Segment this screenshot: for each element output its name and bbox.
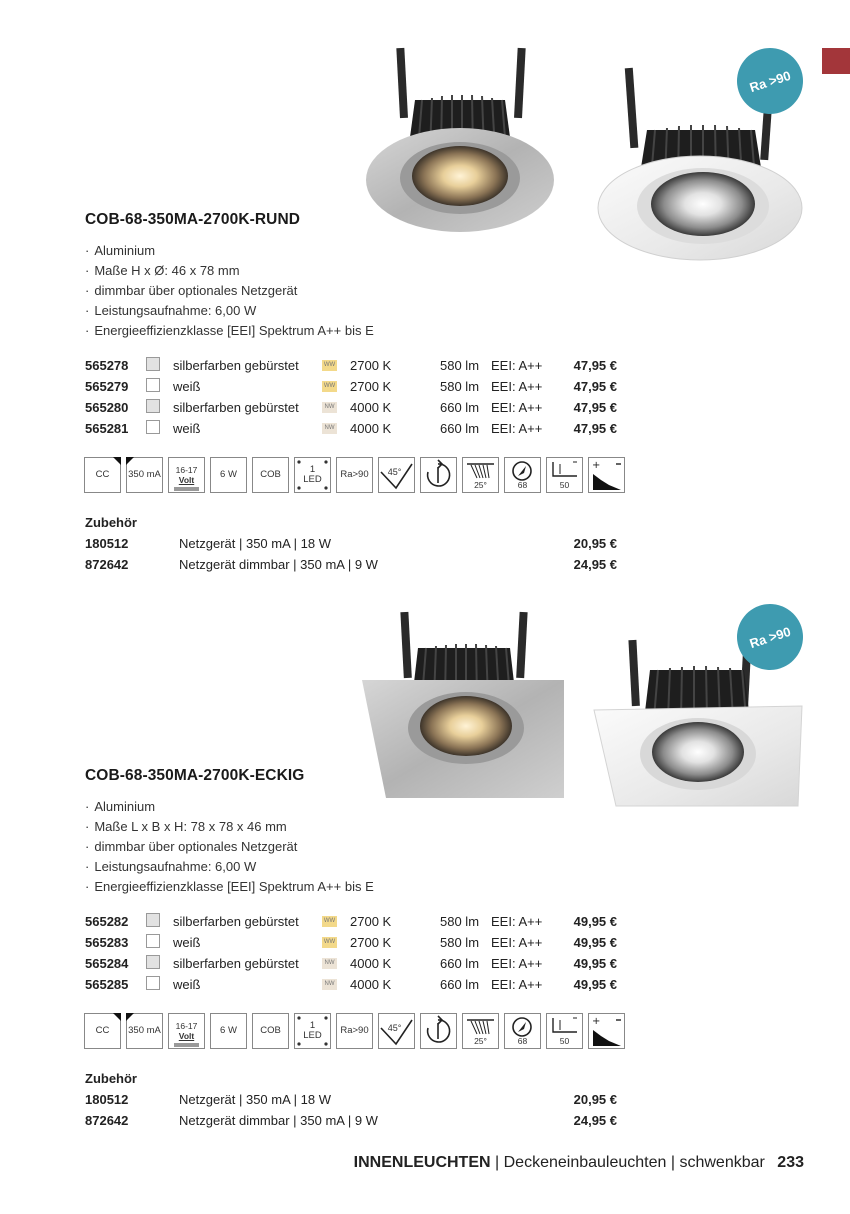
- variant-row: [85, 932, 617, 953]
- color-temperature: 4000 K: [350, 956, 392, 971]
- tilt-angle-icon: 45°: [378, 1013, 415, 1049]
- color-name: weiß: [173, 935, 201, 950]
- accessory-row: [85, 534, 617, 555]
- color-temperature: 4000 K: [350, 400, 392, 415]
- color-temperature: 2700 K: [350, 914, 392, 929]
- lumen: 660 lm: [440, 400, 480, 415]
- color-name: silberfarben gebürstet: [173, 400, 299, 415]
- footer-category: INNENLEUCHTEN: [353, 1154, 491, 1171]
- ip-rating-icon: 68: [504, 457, 541, 493]
- accessories-heading: Zubehör: [85, 515, 137, 530]
- accessory-price: 20,95 €: [573, 1092, 617, 1107]
- beam-angle-icon: 25°: [462, 457, 499, 493]
- chapter-tab-marker: [822, 48, 850, 74]
- energy-class: EEI: A++: [491, 421, 543, 436]
- article-number: 565283: [85, 935, 129, 950]
- variant-row: [85, 953, 617, 974]
- energy-class: EEI: A++: [491, 956, 543, 971]
- cct-icon: NW: [322, 402, 337, 413]
- price: 47,95 €: [573, 421, 617, 436]
- energy-class: EEI: A++: [491, 977, 543, 992]
- feature-item: · Aluminium: [85, 241, 374, 261]
- footer-subcategory: Deckeneinbauleuchten: [503, 1154, 667, 1171]
- accessory-article: 872642: [85, 1113, 129, 1128]
- energy-class: EEI: A++: [491, 379, 543, 394]
- voltage-icon: 16-17 Volt: [168, 457, 205, 493]
- feature-item: · Maße H x Ø: 46 x 78 mm: [85, 261, 374, 281]
- ra-badge: Ra >90: [728, 595, 811, 678]
- color-temperature: 4000 K: [350, 421, 392, 436]
- tilt-angle-icon: 45°: [378, 457, 415, 493]
- led-count-icon: 1 LED: [294, 1013, 331, 1049]
- product-photo-round-silver: [360, 40, 560, 240]
- color-name: silberfarben gebürstet: [173, 956, 299, 971]
- energy-class: EEI: A++: [491, 914, 543, 929]
- product-photo-square-silver: [358, 608, 570, 808]
- article-number: 565285: [85, 977, 129, 992]
- feature-list: [85, 241, 374, 341]
- color-temperature: 2700 K: [350, 935, 392, 950]
- accessory-description: Netzgerät dimmbar | 350 mA | 9 W: [179, 557, 378, 572]
- cct-icon: NW: [322, 958, 337, 969]
- feature-list: [85, 797, 374, 897]
- feature-item: · Maße L x B x H: 78 x 78 x 46 mm: [85, 817, 374, 837]
- accessory-description: Netzgerät | 350 mA | 18 W: [179, 1092, 331, 1107]
- accessory-article: 872642: [85, 557, 129, 572]
- color-swatch: [146, 913, 160, 927]
- color-temperature: 4000 K: [350, 977, 392, 992]
- page-number: 233: [777, 1154, 804, 1171]
- svg-text:+: +: [592, 1016, 601, 1027]
- accessories-heading: Zubehör: [85, 1071, 137, 1086]
- article-number: 565280: [85, 400, 129, 415]
- color-swatch: [146, 357, 160, 371]
- lumen: 660 lm: [440, 977, 480, 992]
- article-number: 565281: [85, 421, 129, 436]
- lumen: 580 lm: [440, 379, 480, 394]
- article-number: 565282: [85, 914, 129, 929]
- voltage-icon: 16-17 Volt: [168, 1013, 205, 1049]
- rotate-icon: [420, 457, 457, 493]
- cob-icon: COB: [252, 457, 289, 493]
- feature-item: · Energieeffizienzklasse [EEI] Spektrum A++ bis E: [85, 321, 374, 341]
- accessory-price: 20,95 €: [573, 536, 617, 551]
- product-title: COB-68-350MA-2700K-ECKIG: [85, 767, 305, 784]
- cc-icon: CC: [84, 457, 121, 493]
- energy-class: EEI: A++: [491, 358, 543, 373]
- accessory-row: [85, 555, 617, 576]
- dimmable-icon: [588, 457, 625, 493]
- cob-icon: COB: [252, 1013, 289, 1049]
- price: 49,95 €: [573, 956, 617, 971]
- spec-icon-row: [84, 1013, 629, 1051]
- accessory-description: Netzgerät dimmbar | 350 mA | 9 W: [179, 1113, 378, 1128]
- accessory-price: 24,95 €: [573, 557, 617, 572]
- color-temperature: 2700 K: [350, 379, 392, 394]
- color-swatch: [146, 976, 160, 990]
- article-number: 565279: [85, 379, 129, 394]
- accessory-article: 180512: [85, 536, 129, 551]
- wattage-icon: 6 W: [210, 1013, 247, 1049]
- price: 49,95 €: [573, 977, 617, 992]
- wattage-icon: 6 W: [210, 457, 247, 493]
- ra-icon: Ra>90: [336, 1013, 373, 1049]
- feature-item: · dimmbar über optionales Netzgerät: [85, 837, 374, 857]
- accessory-row: [85, 1090, 617, 1111]
- accessory-article: 180512: [85, 1092, 129, 1107]
- color-swatch: [146, 420, 160, 434]
- color-swatch: [146, 378, 160, 392]
- beam-angle-icon: 25°: [462, 1013, 499, 1049]
- article-number: 565284: [85, 956, 129, 971]
- article-number: 565278: [85, 358, 129, 373]
- variant-row: [85, 397, 617, 418]
- variant-row: [85, 974, 617, 995]
- accessory-row: [85, 1111, 617, 1132]
- color-name: silberfarben gebürstet: [173, 914, 299, 929]
- installation-depth-icon: 50: [546, 1013, 583, 1049]
- color-temperature: 2700 K: [350, 358, 392, 373]
- cct-icon: WW: [322, 381, 337, 392]
- ip-rating-icon: 68: [504, 1013, 541, 1049]
- color-name: weiß: [173, 977, 201, 992]
- energy-class: EEI: A++: [491, 935, 543, 950]
- svg-text:+: +: [592, 460, 601, 471]
- color-swatch: [146, 399, 160, 413]
- variant-row: [85, 355, 617, 376]
- current-icon: 350 mA: [126, 1013, 163, 1049]
- led-count-icon: 1 LED: [294, 457, 331, 493]
- footer-subcategory: schwenkbar: [679, 1154, 765, 1171]
- page-footer: [354, 1154, 804, 1172]
- rotate-icon: [420, 1013, 457, 1049]
- variant-row: [85, 911, 617, 932]
- current-icon: 350 mA: [126, 457, 163, 493]
- feature-item: · Leistungsaufnahme: 6,00 W: [85, 857, 374, 877]
- price: 49,95 €: [573, 914, 617, 929]
- feature-item: · Aluminium: [85, 797, 374, 817]
- color-swatch: [146, 934, 160, 948]
- price: 47,95 €: [573, 400, 617, 415]
- price: 47,95 €: [573, 379, 617, 394]
- cct-icon: WW: [322, 937, 337, 948]
- cct-icon: WW: [322, 916, 337, 927]
- variant-row: [85, 376, 617, 397]
- price: 49,95 €: [573, 935, 617, 950]
- lumen: 580 lm: [440, 914, 480, 929]
- energy-class: EEI: A++: [491, 400, 543, 415]
- color-name: weiß: [173, 379, 201, 394]
- lumen: 660 lm: [440, 421, 480, 436]
- cct-icon: NW: [322, 979, 337, 990]
- feature-item: · Energieeffizienzklasse [EEI] Spektrum A++ bis E: [85, 877, 374, 897]
- spec-icon-row: [84, 457, 629, 495]
- cct-icon: NW: [322, 423, 337, 434]
- lumen: 660 lm: [440, 956, 480, 971]
- color-swatch: [146, 955, 160, 969]
- ra-icon: Ra>90: [336, 457, 373, 493]
- ra-badge: Ra >90: [728, 39, 811, 122]
- feature-item: · dimmbar über optionales Netzgerät: [85, 281, 374, 301]
- product-title: COB-68-350MA-2700K-RUND: [85, 211, 301, 228]
- accessory-description: Netzgerät | 350 mA | 18 W: [179, 536, 331, 551]
- dimmable-icon: [588, 1013, 625, 1049]
- footer-separator: |: [670, 1154, 676, 1171]
- accessory-price: 24,95 €: [573, 1113, 617, 1128]
- variant-row: [85, 418, 617, 439]
- installation-depth-icon: 50: [546, 457, 583, 493]
- footer-separator: |: [495, 1154, 500, 1171]
- cct-icon: WW: [322, 360, 337, 371]
- color-name: silberfarben gebürstet: [173, 358, 299, 373]
- lumen: 580 lm: [440, 358, 480, 373]
- color-name: weiß: [173, 421, 201, 436]
- price: 47,95 €: [573, 358, 617, 373]
- lumen: 580 lm: [440, 935, 480, 950]
- cc-icon: CC: [84, 1013, 121, 1049]
- feature-item: · Leistungsaufnahme: 6,00 W: [85, 301, 374, 321]
